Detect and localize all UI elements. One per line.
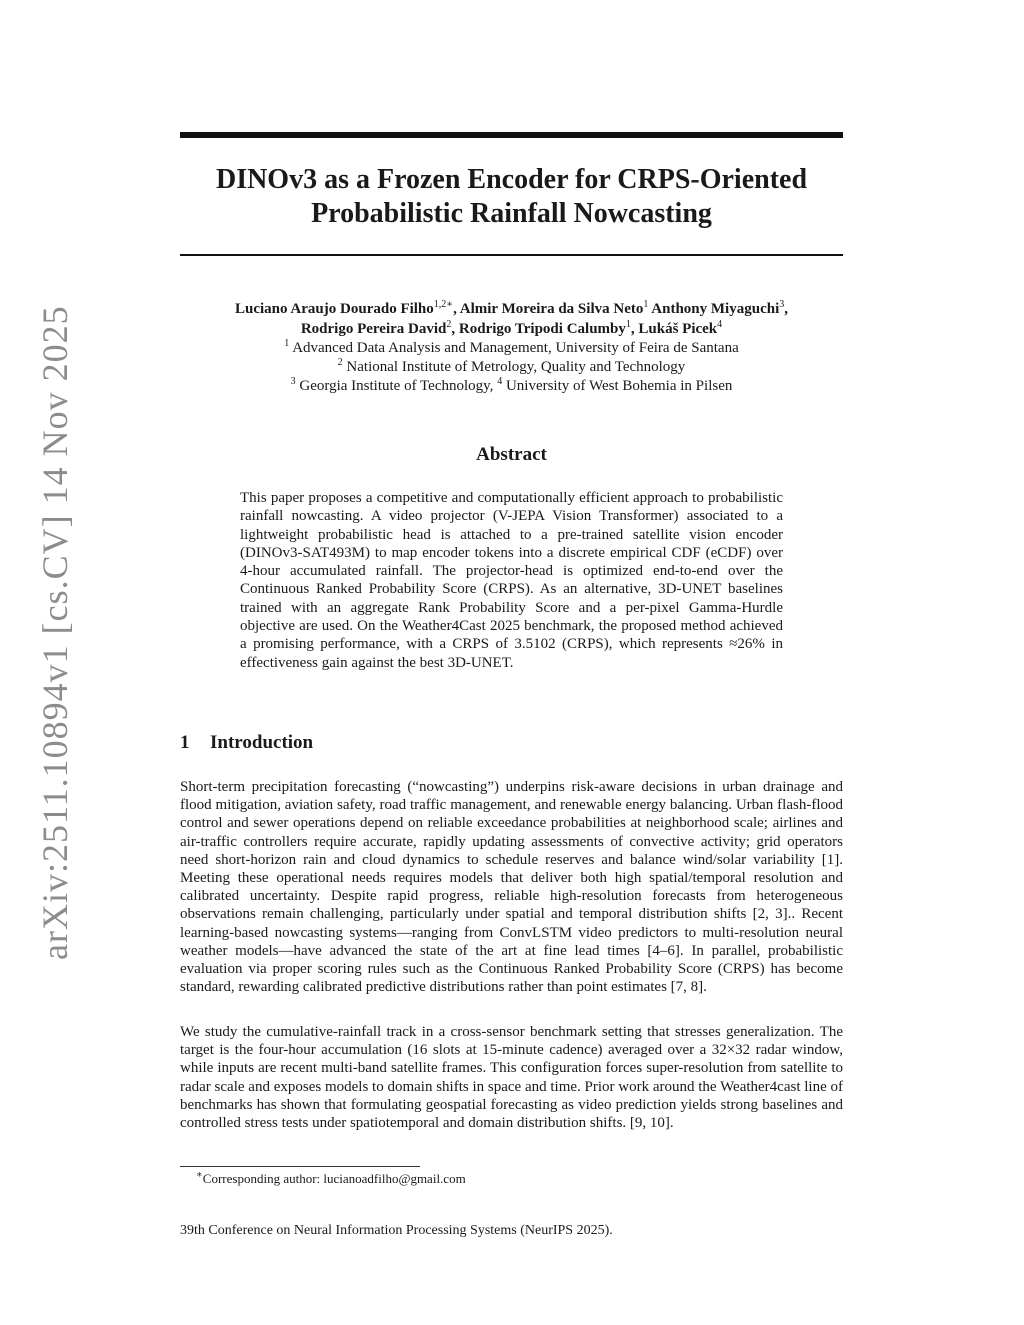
footnote-text: Corresponding author: lucianoadfilho@gmail.com (202, 1171, 466, 1186)
affiliation-mark: 1 (284, 338, 290, 349)
section-title: Introduction (210, 732, 314, 753)
affiliation-list (180, 339, 843, 396)
affiliation-1 (180, 339, 843, 358)
author-name: Luciano Araujo Dourado Filho (235, 301, 434, 317)
venue-note: 39th Conference on Neural Information Processing Systems (NeurIPS 2025). (180, 1223, 613, 1238)
author-line-1 (180, 299, 843, 319)
affiliation-mark: 4 (497, 376, 503, 387)
arxiv-identifier: arXiv:2511.10894v1 [cs.CV] 14 Nov 2025 (35, 305, 75, 960)
footnote-rule (180, 1166, 420, 1167)
author-affil-mark: 1,2∗ (433, 299, 454, 310)
affiliation-2 (180, 358, 843, 377)
title-line-2: Probabilistic Rainfall Nowcasting (311, 198, 712, 229)
author-name: Lukáš Picek (638, 321, 718, 337)
author-name: Rodrigo Pereira David (300, 321, 447, 337)
author-line-2 (180, 319, 843, 339)
title-line-1: DINOv3 as a Frozen Encoder for CRPS-Oriented (215, 164, 808, 195)
author-name: Rodrigo Tripodi Calumby (458, 321, 626, 337)
intro-paragraph-2: We study the cumulative-rainfall track in a cross-sensor benchmark setting that stresses generalization. The target is the four-hour accumulation (16 slots at 15-minute cadence) averaged over a 32×32 radar window, while inputs are recent multi-band satellite frames. This configuration forces super-resolution from satellite to radar scale and exposes models to domain shifts in space and time. Prior work around the Weather4cast line of benchmarks has shown that formulating geospatial forecasting as video prediction yields strong baselines and controlled stress tests under spatiotemporal and domain distribution shifts. [9, 10]. (180, 1024, 843, 1132)
author-affil-mark: 1 (625, 319, 631, 330)
author-name: Anthony Miyaguchi (651, 301, 780, 317)
title-top-rule (180, 132, 843, 138)
author-name: Almir Moreira da Silva Neto (459, 301, 644, 317)
abstract-heading: Abstract (476, 444, 547, 465)
author-list (180, 299, 843, 339)
intro-paragraph-1: Short-term precipitation forecasting (“nowcasting”) underpins risk-aware decisions in urban drainage and flood mitigation, aviation safety, road traffic management, and renewable energy balancing. Urban flash-flood control and sewer operations depend on reliable exceedance probabilities at neighborhood scale; airlines and air-traffic controllers require accurate, rapidly updating assessments of convective activity; grid operators need short-horizon rain and cloud dynamics to schedule reserves and balance wind/solar variability [1]. Meeting these operational needs requires models that deliver both high spatial/temporal resolution and calibrated uncertainty. Despite rapid progress, reliable high-resolution forecasts from heterogeneous observations remain challenging, particularly under spatial and temporal distribution shifts [2, 3].. Recent learning-based nowcasting systems—ranging from ConvLSTM video predictors to multi-resolution neural weather models—have advanced the state of the art at fine lead times [4–6]. In parallel, probabilistic evaluation via proper scoring rules such as the Continuous Ranked Probability Score (CRPS) has become standard, rewarding calibrated predictive distributions rather than point estimates [7, 8]. (180, 779, 843, 996)
author-separator: , (630, 321, 639, 337)
section-heading-introduction (180, 732, 313, 754)
affiliation-mark: 3 (290, 376, 296, 387)
footnote (196, 1171, 466, 1187)
affiliation-3 (180, 377, 843, 396)
paper-title (180, 163, 843, 231)
footnote-mark: ∗ (196, 1169, 203, 1181)
author-affil-mark: 2 (446, 319, 452, 330)
affiliation-text: Advanced Data Analysis and Management, University of Feira de Santana (289, 340, 739, 356)
author-affil-mark: 4 (717, 319, 723, 330)
author-separator: , (784, 301, 788, 317)
author-separator: , (451, 321, 459, 337)
author-affil-mark: 1 (643, 299, 649, 310)
author-separator: , (453, 301, 460, 317)
section-number: 1 (180, 732, 190, 753)
title-bottom-rule (180, 254, 843, 256)
affiliation-text: National Institute of Metrology, Quality and Technology (342, 359, 686, 375)
affiliation-text: Georgia Institute of Technology, (295, 378, 498, 394)
author-affil-mark: 3 (779, 299, 785, 310)
affiliation-text: University of West Bohemia in Pilsen (502, 378, 733, 394)
abstract-body: This paper proposes a competitive and computationally efficient approach to probabilistic rainfall nowcasting. A video projector (V-JEPA Vision Transformer) associated to a lightweight probabilistic head is attached to a pre-trained satellite vision encoder (DINOv3-SAT493M) to map encoder tokens into a discrete empirical CDF (eCDF) over 4-hour accumulated rainfall. The projector-head is optimized end-to-end over the Continuous Ranked Probability Score (CRPS). As an alternative, 3D-UNET baselines trained with an aggregate Rank Probability Score and a per-pixel Gamma-Hurdle objective are used. On the Weather4Cast 2025 benchmark, the proposed method achieved a promising performance, with a CRPS of 3.5102 (CRPS), which represents ≈26% in effectiveness gain against the best 3D-UNET. (240, 490, 783, 671)
affiliation-mark: 2 (337, 357, 343, 368)
